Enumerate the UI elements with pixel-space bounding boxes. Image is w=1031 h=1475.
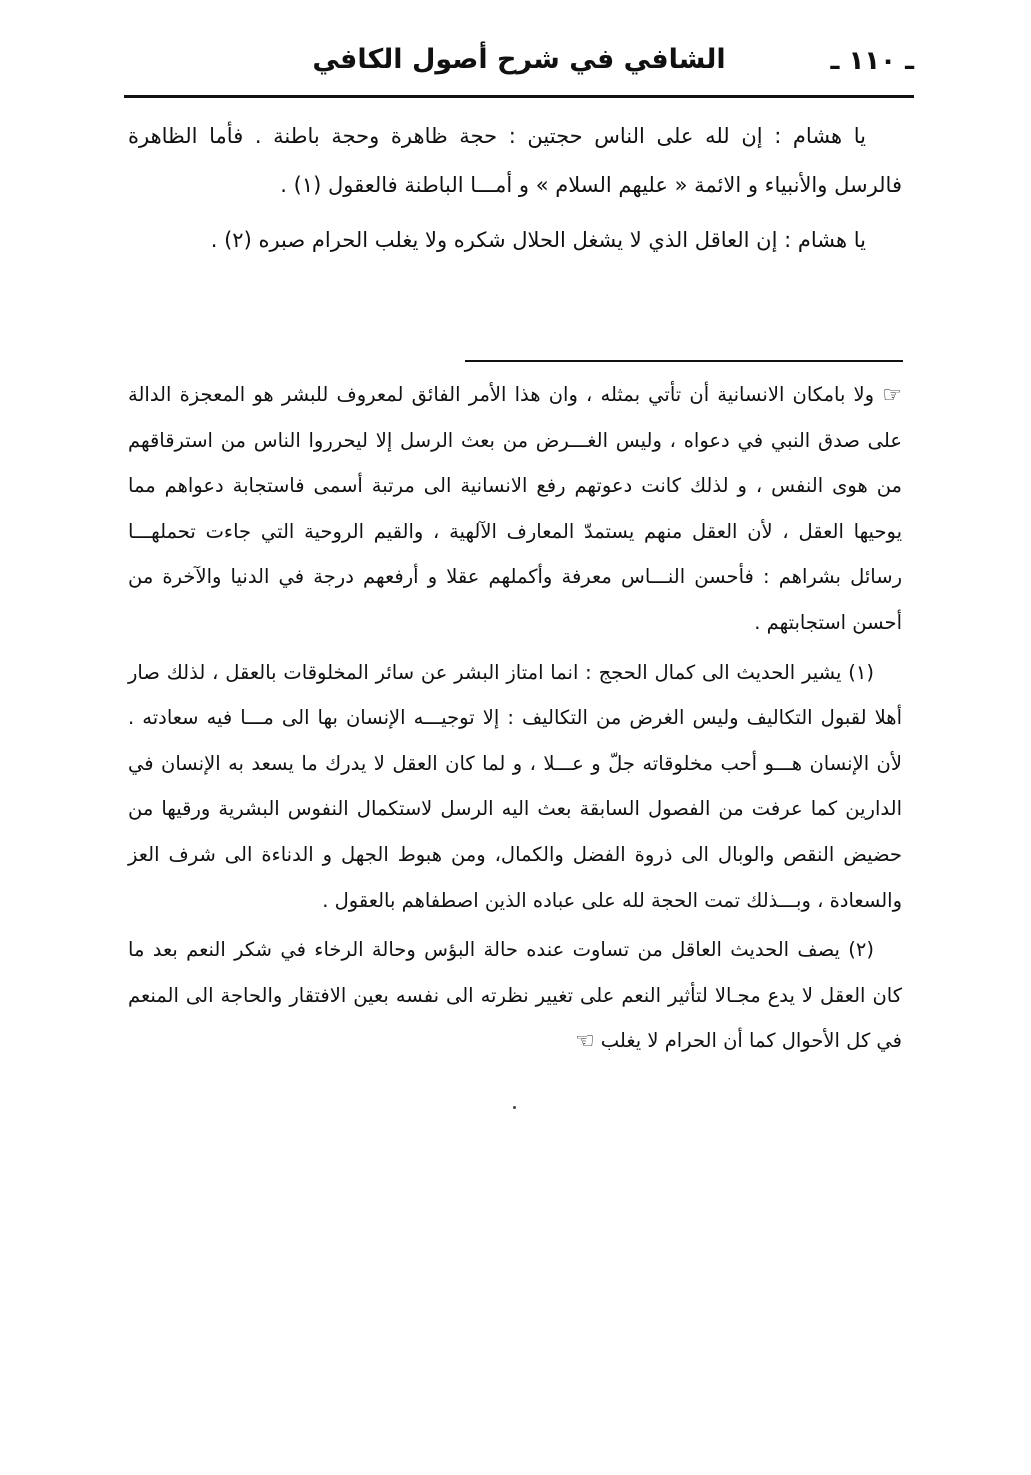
footnote-rule (465, 360, 903, 362)
page-header (124, 38, 914, 94)
hadith-text: يا هشام : إن لله على الناس حجتين : حجة ظاهرة وحجة باطنة . فأما الظاهرة فالرسل والأنبياء و الائمة « عليهم السلام » و أمـــا الباطنة فالعقول (١) . (128, 124, 902, 197)
print-speck (513, 1106, 516, 1109)
footnotes (128, 372, 902, 1068)
page-number: ـ ١١٠ ـ (830, 46, 914, 76)
footnote-continuation-text: ولا بامكان الانسانية أن تأتي بمثله ، وان هذا الأمر الفائق لمعروف للبشر هو المعجزة الدالة على صدق النبي في دعواه ، وليس الغـــرض من بعث الرسل إلا ليحرروا الناس من استرقاقهم من هوى النفس ، و لذلك كانت دعوتهم رفع الانسانية الى مرتبة أسمى فاستجابة دعواهم مما يوحيها العقل ، لأن العقل منهم يستمدّ المعارف الآلهية ، والقيم الروحية التي جاءت تحملهـــا رسائل بشراهم : فأحسن النـــاس معرفة وأكملهم عقلا و أرفعهم درجة في الدنيا والآخرة من أحسن استجابتهم . (128, 383, 902, 634)
hadith-paragraph (128, 216, 902, 265)
hand-pointer-icon: ☞ (882, 382, 902, 408)
hand-pointer-icon: ☞ (574, 1028, 595, 1054)
footnote-2-text: (٢) يصف الحديث العاقل من تساوت عنده حالة البؤس وحالة الرخاء في شكر النعم بعد ما كان العقل لا يدع مجـالا لتأثير النعم على تغيير نظرته الى نفسه بعين الافتقار والحاجة الى المنعم في كل الأحوال كما أن الحرام لا يغلب (128, 938, 902, 1053)
header-rule (124, 95, 914, 98)
hadith-paragraph (128, 112, 902, 210)
running-title: الشافي في شرح أصول الكافي (312, 44, 726, 75)
footnote-continuation (128, 372, 902, 646)
footnote-1 (128, 650, 902, 924)
hadith-text: يا هشام : إن العاقل الذي لا يشغل الحلال شكره ولا يغلب الحرام صبره (٢) . (210, 228, 866, 252)
footnote-1-text: (١) يشير الحديث الى كمال الحجج : انما امتاز البشر عن سائر المخلوقات بالعقل ، لذلك صار أهلا لقبول التكاليف وليس الغرض من التكاليف : إلا توجيـــه الإنسان بها الى مـــا فيه سعادته . لأن الإنسان هـــو أحب مخلوقاته جلّ و عـــلا ، و لما كان العقل لا يدرك ما يسعد به الإنسان في الدارين كما عرفت من الفصول السابقة بعث اليه الرسل لاستكمال النفوس البشرية ورقيها من حضيض النقص والوبال الى ذروة الفضل والكمال، ومن هبوط الجهل و الدناءة الى شرف العز والسعادة ، وبـــذلك تمت الحجة لله على عباده الذين اصطفاهم بالعقول . (128, 660, 902, 912)
footnote-2 (128, 927, 902, 1064)
main-text (128, 112, 902, 271)
